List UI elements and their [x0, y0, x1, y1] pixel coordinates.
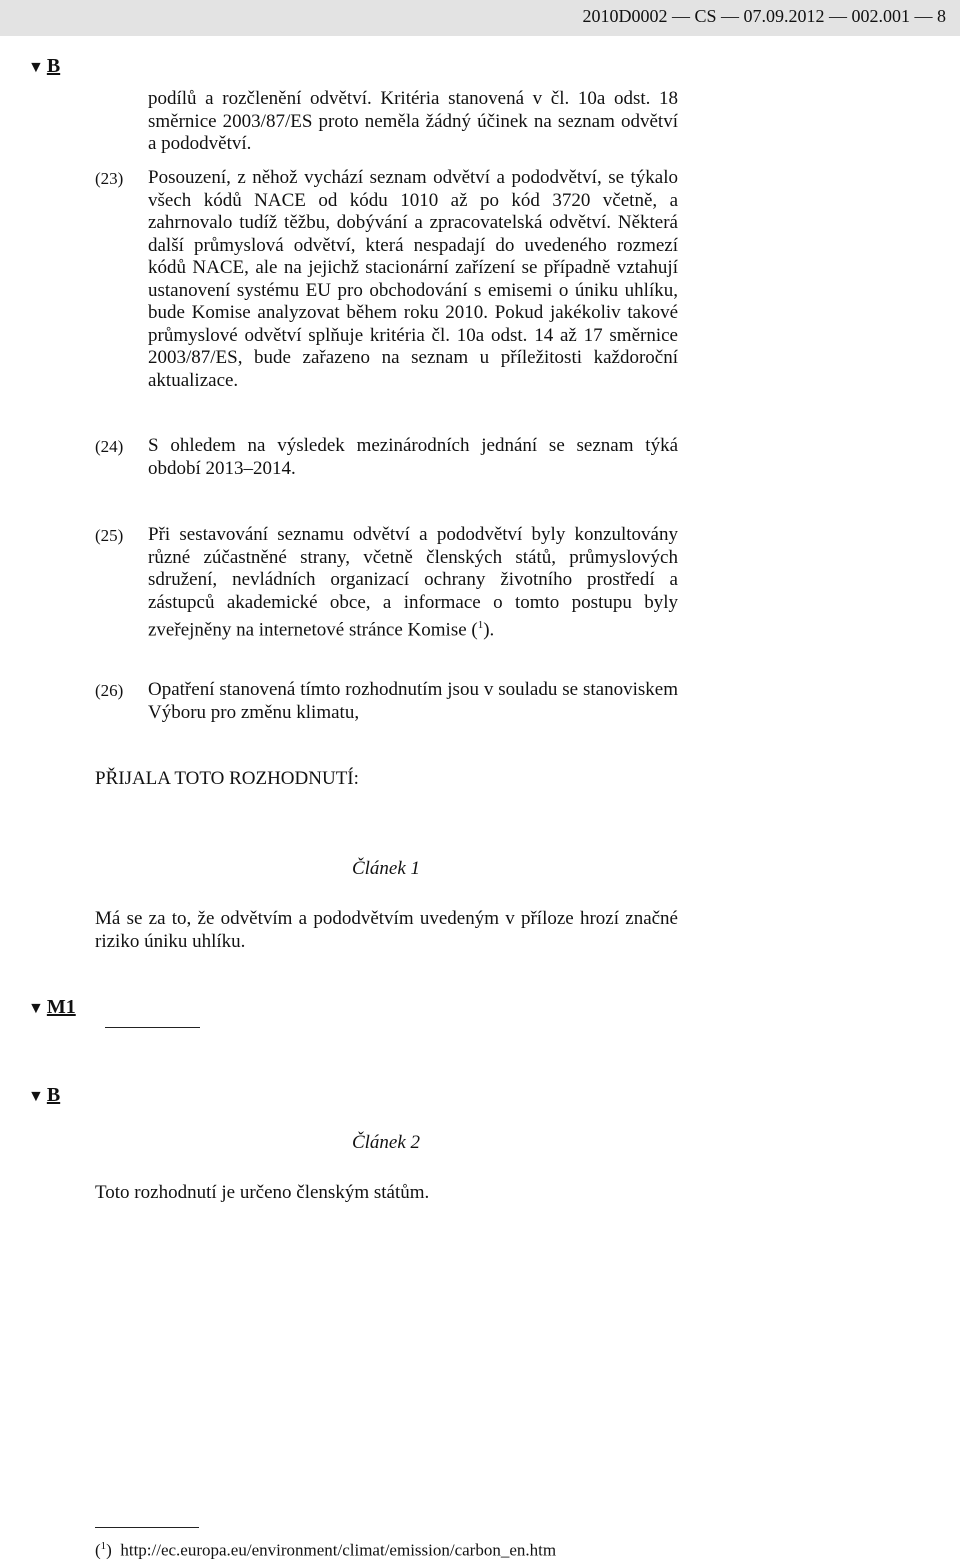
- marker-code[interactable]: B: [46, 55, 61, 77]
- recital-24-text: S ohledem na výsledek mezinárodních jednání se seznam týká období 2013–2014.: [148, 435, 678, 479]
- triangle-down-icon: ▼: [28, 1000, 44, 1017]
- recital-24-number: (24): [95, 437, 124, 456]
- document-reference: 2010D0002 — CS — 07.09.2012 — 002.001 — 8: [582, 6, 946, 26]
- recital-26-number: (26): [95, 681, 124, 700]
- recital-23-number: (23): [95, 169, 124, 188]
- adoption-formula: PŘIJALA TOTO ROZHODNUTÍ:: [95, 768, 359, 789]
- recital-25-body: Při sestavování seznamu odvětví a pododvětví byly konzultovány různé zúčastněné strany, včetně členských států, průmyslových sdružení, nevládních organizací ochrany životního prostředí a zástupců akademické obce, a informace o tomto postupu byly zveřejněny na internetové stránce Komise (: [148, 524, 678, 641]
- recital-22-continuation: podílů a rozčlenění odvětví. Kritéria stanovená v čl. 10a odst. 18 směrnice 2003/87/ES proto neměla žádný účinek na seznam odvětví a pododvětví.: [148, 88, 678, 154]
- footnote: ($^1$) http://ec.europa.eu/environment/climat/emission/carbon_en.htm: [95, 1540, 557, 1560]
- recital-25-end: ).: [483, 619, 495, 641]
- recital-25-number: (25): [95, 526, 124, 545]
- marker-code[interactable]: B: [46, 1084, 61, 1106]
- triangle-down-icon: ▼: [28, 1088, 44, 1105]
- article-1-text: Má se za to, že odvětvím a pododvětvím uvedeným v příloze hrozí značné riziko úniku uhlíku.: [95, 908, 678, 952]
- triangle-down-icon: ▼: [28, 59, 44, 76]
- amendment-marker-b: [28, 1084, 60, 1107]
- recital-25-text: [148, 524, 678, 642]
- footnote-reference[interactable]: 1: [477, 619, 484, 631]
- document-header-bar: [0, 0, 960, 36]
- article-2-title: Článek 2: [351, 1132, 421, 1153]
- amendment-marker-m1: [28, 996, 76, 1019]
- article-2-text: Toto rozhodnutí je určeno členským státům.: [95, 1182, 430, 1203]
- footnote-separator: [95, 1527, 199, 1528]
- recital-26-text: Opatření stanovená tímto rozhodnutím jsou v souladu se stanoviskem Výboru pro změnu klimatu,: [148, 679, 678, 723]
- marker-code[interactable]: M1: [46, 996, 76, 1018]
- amendment-marker-b: [28, 55, 60, 78]
- article-1-title: Článek 1: [351, 858, 421, 879]
- footnote-url[interactable]: http://ec.europa.eu/environment/climat/emission/carbon_en.htm: [120, 1540, 557, 1560]
- recital-23-text: Posouzení, z něhož vychází seznam odvětví a pododvětví, se týkalo všech kódů NACE od kódu 1010 až po kód 3720 včetně, a zahrnovalo tudíž těžbu, dobývání a zpracovatelská odvětví. Některá další průmyslová odvětví, která nespadají do uvedeného rozmezí kódů NACE, ale na jejichž stacionární zařízení se případně vztahují ustanovení systému EU pro obchodování s emisemi o úniku uhlíku, bude Komise analyzovat během roku 2010. Pokud jakékoliv takové průmyslové odvětví splňuje kritéria čl. 10a odst. 14 až 17 směrnice 2003/87/ES, bude zařazeno na seznam u příležitosti každoroční aktualizace.: [148, 167, 678, 391]
- deletion-line: [105, 1027, 200, 1028]
- footnote-number: 1: [100, 1540, 107, 1552]
